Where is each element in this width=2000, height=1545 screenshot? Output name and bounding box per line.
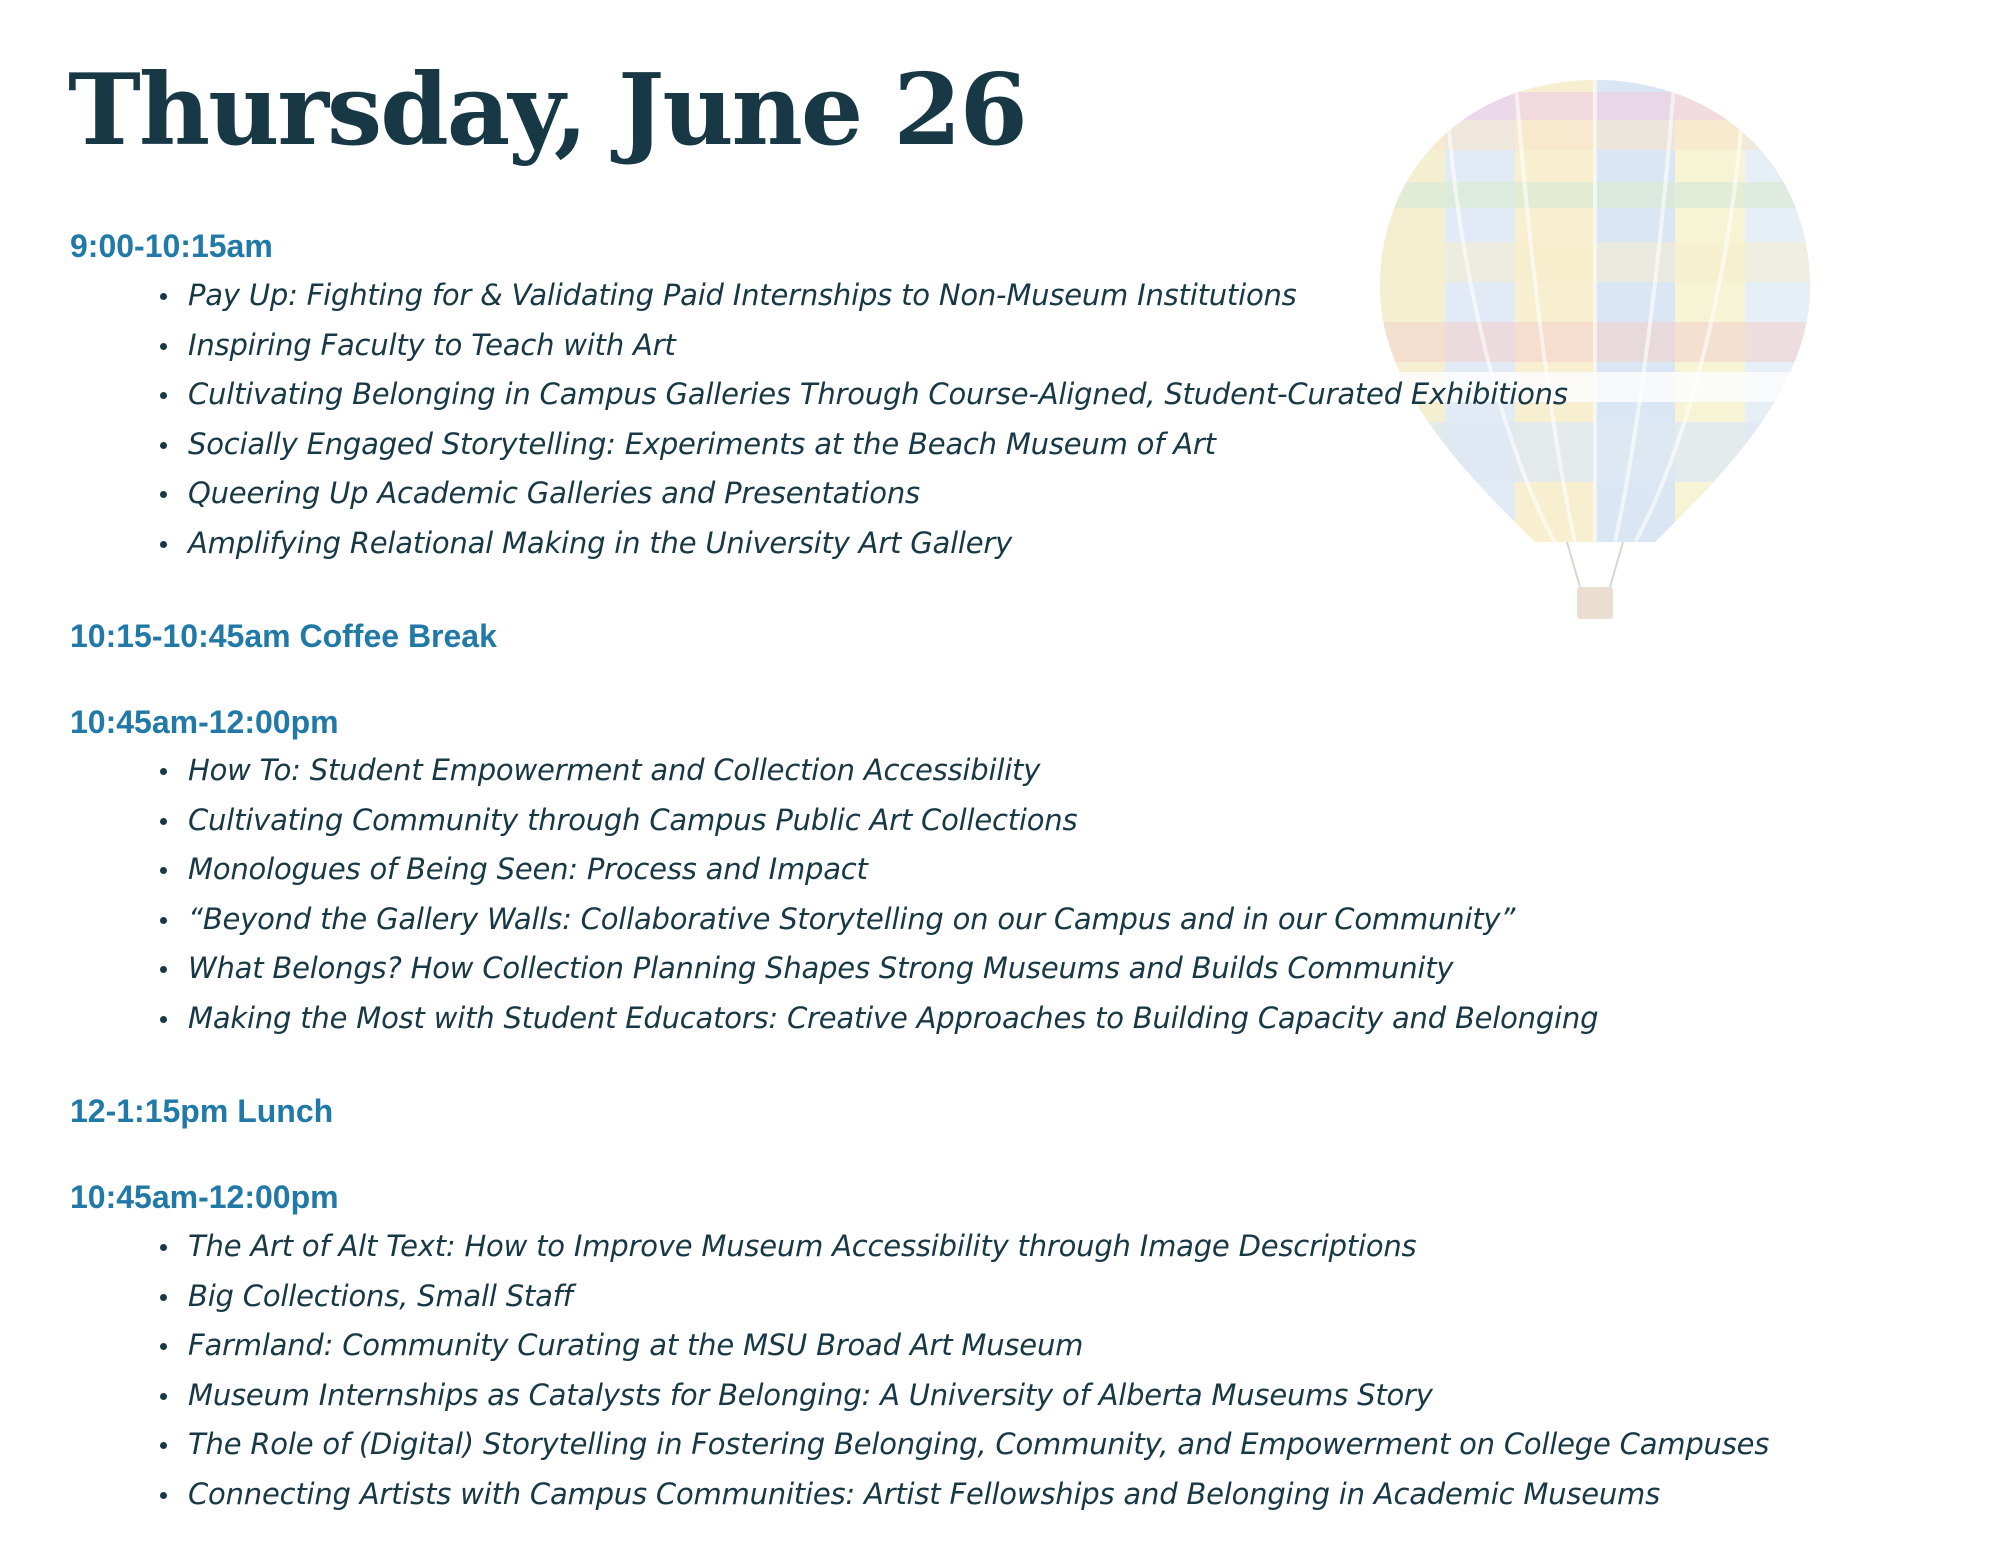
time-heading-lunch: 12-1:15pm Lunch [70,1093,334,1129]
session-item: Pay Up: Fighting for & Validating Paid Internships to Non-Museum Institutions [188,271,1568,321]
session-item: “Beyond the Gallery Walls: Collaborative Storytelling on our Campus and in our Community” [188,895,1598,945]
session-item: Cultivating Belonging in Campus Galleries Through Course-Aligned, Student-Curated Exhibitions [188,370,1568,420]
session-item: Farmland: Community Curating at the MSU Broad Art Museum [188,1321,1769,1371]
session-item: How To: Student Empowerment and Collection Accessibility [188,746,1598,796]
session-item: Museum Internships as Catalysts for Belonging: A University of Alberta Museums Story [188,1371,1769,1421]
session-item: The Role of (Digital) Storytelling in Fostering Belonging, Community, and Empowerment on College Campuses [188,1420,1769,1470]
session-item: Amplifying Relational Making in the University Art Gallery [188,519,1568,569]
session-item: Queering Up Academic Galleries and Presentations [188,469,1568,519]
session-item: Cultivating Community through Campus Public Art Collections [188,796,1598,846]
session-item: Monologues of Being Seen: Process and Impact [188,845,1598,895]
session-list [188,1222,1769,1519]
session-item: Socially Engaged Storytelling: Experiments at the Beach Museum of Art [188,420,1568,470]
session-item: Making the Most with Student Educators: Creative Approaches to Building Capacity and Belonging [188,994,1598,1044]
session-item: Connecting Artists with Campus Communities: Artist Fellowships and Belonging in Academic Museums [188,1470,1769,1520]
time-heading-coffee-break: 10:15-10:45am Coffee Break [70,618,497,654]
session-item: What Belongs? How Collection Planning Shapes Strong Museums and Builds Community [188,944,1598,994]
session-item: The Art of Alt Text: How to Improve Museum Accessibility through Image Descriptions [188,1222,1769,1272]
time-heading: 10:45am-12:00pm [70,704,339,740]
session-list [188,271,1568,568]
time-heading: 10:45am-12:00pm [70,1179,339,1215]
time-heading: 9:00-10:15am [70,228,273,264]
session-item: Big Collections, Small Staff [188,1272,1769,1322]
page-title: Thursday, June 26 [68,53,1026,168]
session-list [188,746,1598,1043]
session-item: Inspiring Faculty to Teach with Art [188,321,1568,371]
